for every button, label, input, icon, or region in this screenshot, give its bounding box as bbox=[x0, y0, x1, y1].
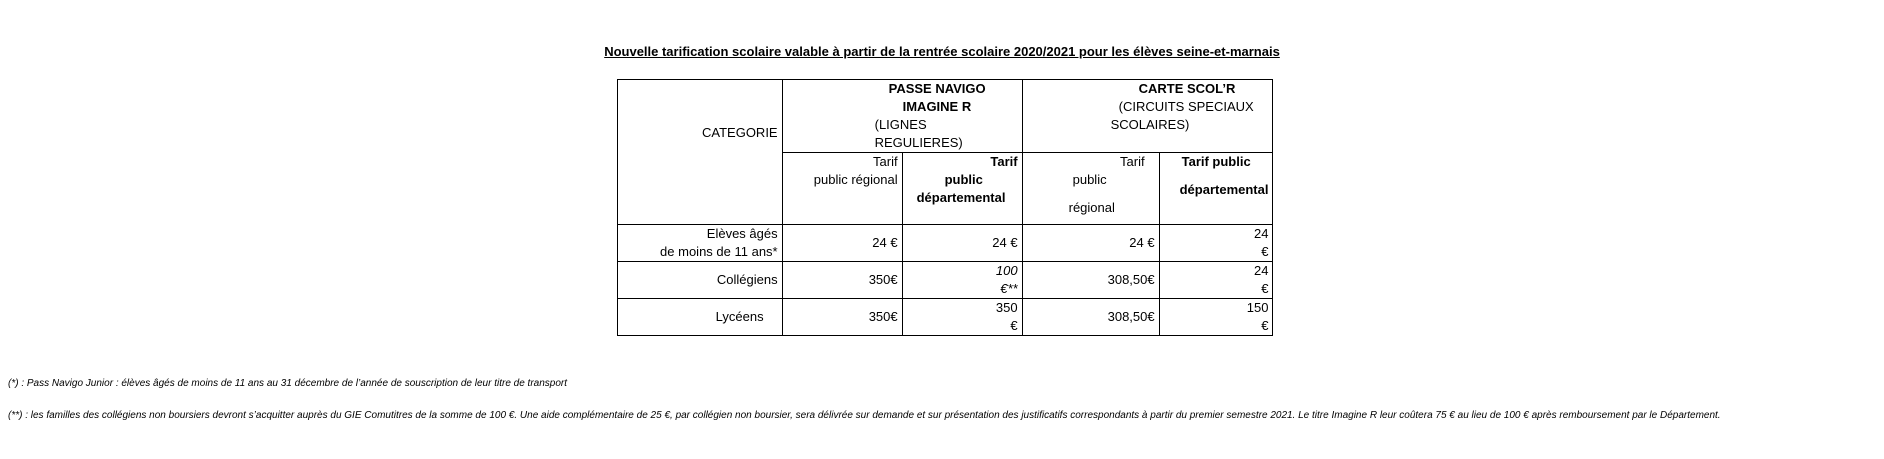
table-row bbox=[618, 225, 1273, 262]
row-value: 24 € bbox=[1022, 225, 1159, 262]
table-row bbox=[618, 299, 1273, 336]
passe-navigo-header: PASSE NAVIGO IMAGINE R (LIGNES REGULIERES) bbox=[782, 80, 1022, 153]
row-value: 308,50€ bbox=[1022, 262, 1159, 299]
row-category: Lycéens bbox=[618, 299, 783, 336]
row-value: 24 € bbox=[1159, 225, 1273, 262]
row-value: 350€ bbox=[782, 299, 902, 336]
row-value: 350€ bbox=[782, 262, 902, 299]
subheader-departemental-2: Tarif public départemental bbox=[1159, 153, 1273, 225]
footnote-2: (**) : les familles des collégiens non boursiers devront s’acquitter auprès du GIE Comutitres de la somme de 100 €. Une aide complémentaire de 25 €, par collégien non boursier, sera délivrée sur demande et sur présentation des justificatifs correspondants à partir du premier semestre 2021. Le titre Imagine R leur coûtera 75 € au lieu de 100 € après remboursement par le Département. bbox=[8, 410, 1721, 421]
table-row bbox=[618, 262, 1273, 299]
row-value: 308,50€ bbox=[1022, 299, 1159, 336]
row-category: Elèves âgés de moins de 11 ans* bbox=[618, 225, 783, 262]
carte-scolr-header: CARTE SCOL’R (CIRCUITS SPECIAUX SCOLAIRES) bbox=[1022, 80, 1273, 153]
table-header-row-1 bbox=[618, 80, 1273, 153]
tarification-table bbox=[617, 79, 1273, 336]
row-value: 24 € bbox=[782, 225, 902, 262]
row-value: 24 € bbox=[1159, 262, 1273, 299]
row-category: Collégiens bbox=[618, 262, 783, 299]
footnote-1: (*) : Pass Navigo Junior : élèves âgés de moins de 11 ans au 31 décembre de l’année de souscription de leur titre de transport bbox=[8, 378, 568, 389]
subheader-regional-2: Tarif public régional bbox=[1022, 153, 1159, 225]
row-value: 350 € bbox=[902, 299, 1022, 336]
subheader-regional-1: Tarif public régional bbox=[782, 153, 902, 225]
subheader-departemental-1: Tarif public départemental bbox=[902, 153, 1022, 225]
row-value: 150 € bbox=[1159, 299, 1273, 336]
category-header-cell bbox=[618, 80, 783, 225]
page-title: Nouvelle tarification scolaire valable à partir de la rentrée scolaire 2020/2021 pour les élèves seine-et-marnais bbox=[604, 44, 1280, 59]
row-value: 24 € bbox=[902, 225, 1022, 262]
category-label: CATEGORIE bbox=[702, 125, 778, 140]
row-value: 100 €** bbox=[902, 262, 1022, 299]
